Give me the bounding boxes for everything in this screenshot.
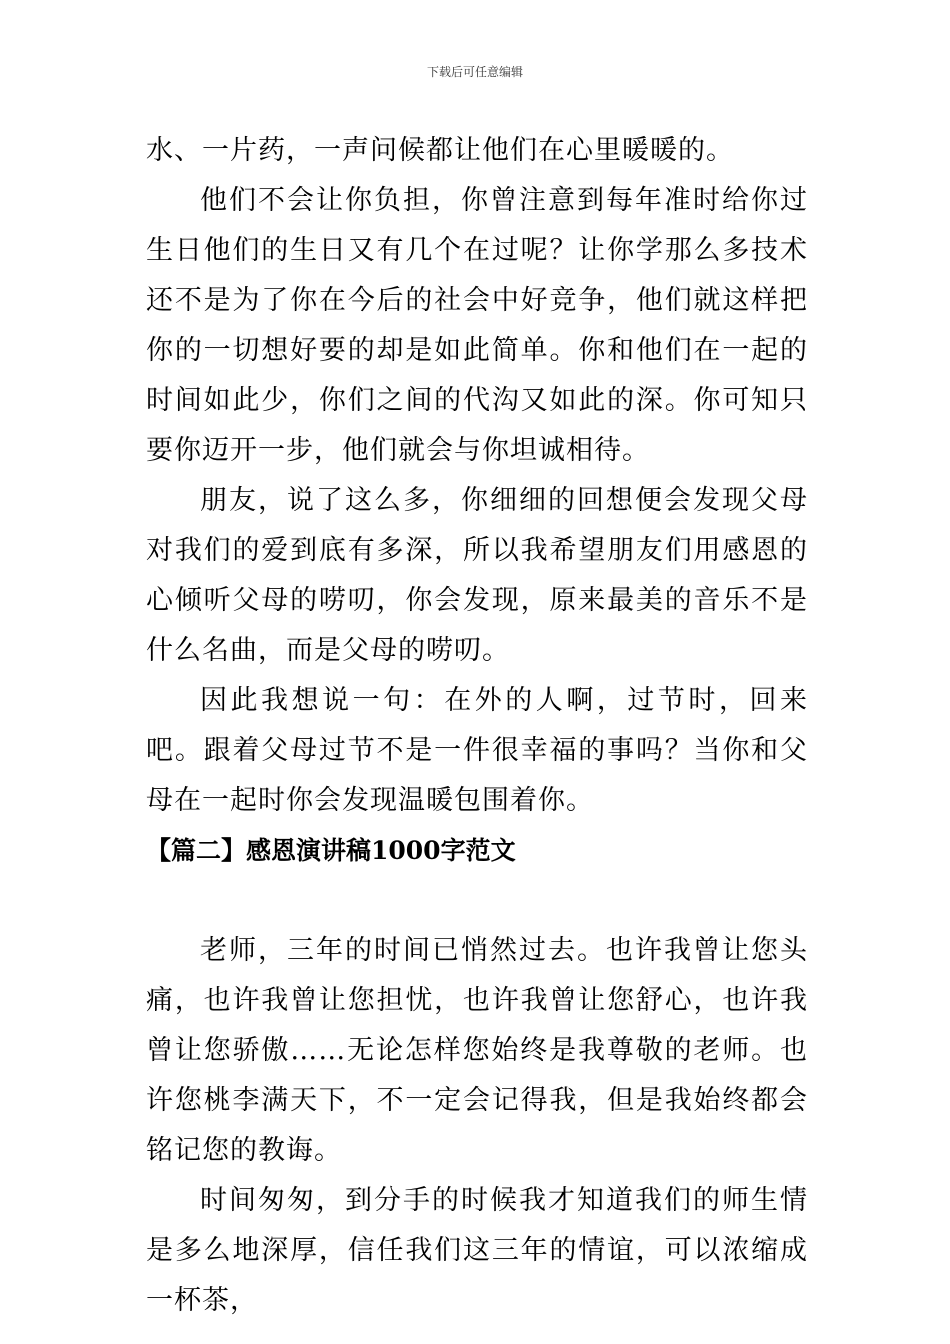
paragraph: 因此我想说一句：在外的人啊，过节时，回来吧。跟着父母过节不是一件很幸福的事吗？当你和父母在一起时你会发现温暖包围着你。 xyxy=(146,685,808,816)
paragraph: 时间匆匆，到分手的时候我才知道我们的师生情是多么地深厚，信任我们这三年的情谊，可以浓缩成一杯茶， xyxy=(146,1185,808,1316)
paragraph: 他们不会让你负担，你曾注意到每年准时给你过生日他们的生日又有几个在过呢？让你学那么多技术还不是为了你在今后的社会中好竞争，他们就这样把你的一切想好要的却是如此简单。你和他们在一起的时间如此少，你们之间的代沟又如此的深。你可知只要你迈开一步，他们就会与你坦诚相待。 xyxy=(146,185,808,466)
blank-line xyxy=(146,876,808,926)
page-header-note: 下载后可任意编辑 xyxy=(426,65,523,79)
paragraph: 老师，三年的时间已悄然过去。也许我曾让您头痛，也许我曾让您担忧，也许我曾让您舒心，也许我曾让您骄傲……无论怎样您始终是我尊敬的老师。也许您桃李满天下，不一定会记得我，但是我始终都会铭记您的教诲。 xyxy=(146,935,808,1166)
section-heading: 【篇二】感恩演讲稿1000字范文 xyxy=(146,836,516,865)
paragraph-continuation: 水、一片药，一声问候都让他们在心里暖暖的。 xyxy=(146,135,734,166)
document-body xyxy=(146,126,808,1326)
paragraph: 朋友，说了这么多，你细细的回想便会发现父母对我们的爱到底有多深，所以我希望朋友们用感恩的心倾听父母的唠叨，你会发现，原来最美的音乐不是什么名曲，而是父母的唠叨。 xyxy=(146,485,808,666)
